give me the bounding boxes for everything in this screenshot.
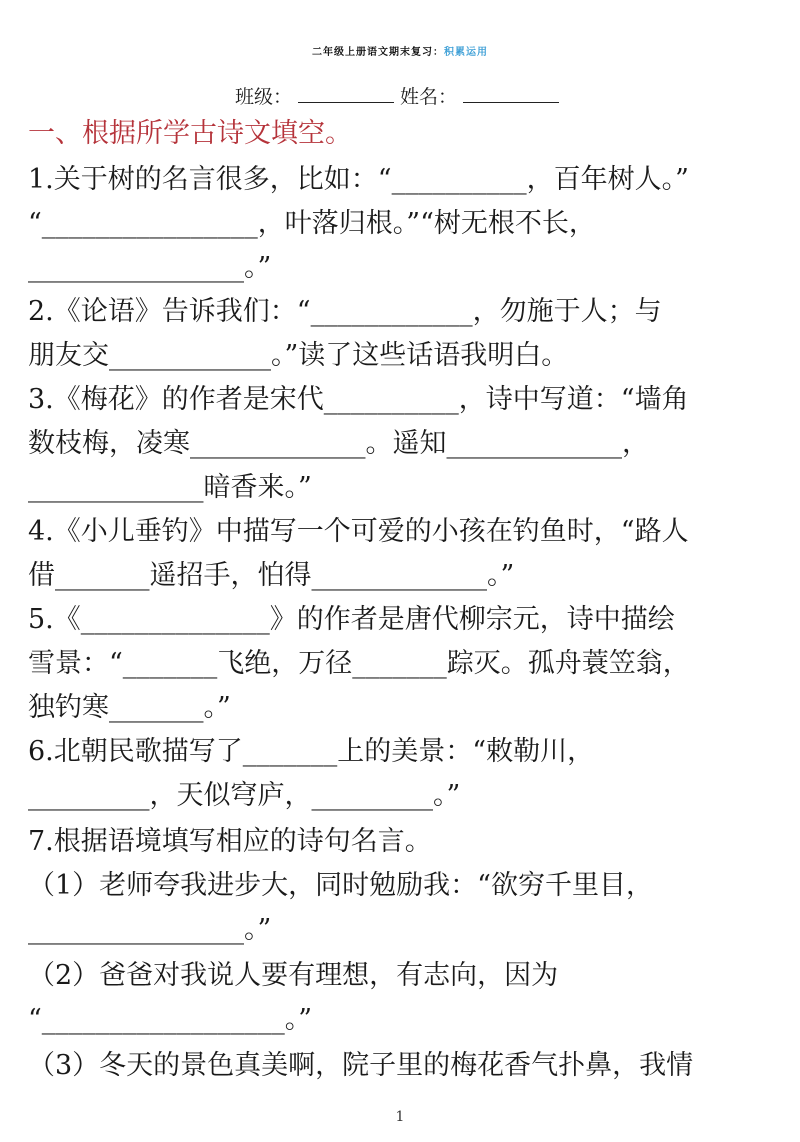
name-blank[interactable] [463,84,559,103]
text-line: 5.《______________》的作者是唐代柳宗元，诗中描绘 [28,604,675,635]
text-line: （1）老师夸我进步大，同时勉励我：“欲穷千里目， [28,870,653,901]
text-line: 3.《梅花》的作者是宋代__________，诗中写道：“墙角 [28,384,689,415]
text-line: 借_______遥招手，怕得_____________。” [28,560,515,591]
text-line: ________________。” [28,252,272,283]
text-line: 4.《小儿垂钓》中描写一个可爱的小孩在钓鱼时，“路人 [28,516,689,547]
text-line: 7.根据语境填写相应的诗句名言。 [28,826,432,857]
text-line: （3）冬天的景色真美啊，院子里的梅花香气扑鼻，我情 [28,1050,694,1081]
name-label: 姓名： [400,86,458,108]
text-line: “________________，叶落归根。”“树无根不长， [28,208,596,239]
text-line: 朋友交____________。”读了这些话语我明白。 [28,340,569,371]
class-label: 班级： [234,86,292,108]
text-line: 独钓寒_______。” [28,692,231,723]
text-line: _________，天似穹庐，_________。” [28,780,461,811]
text-line: 1.关于树的名言很多，比如：“__________，百年树人。” [28,164,689,195]
text-line: 2.《论语》告诉我们：“____________，勿施于人；与 [28,296,662,327]
text-line: 数枝梅，凌寒_____________。遥知_____________， [28,428,649,459]
class-blank[interactable] [298,84,394,103]
page-title [0,30,800,76]
text-line: 雪景：“_______飞绝，万径_______踪灭。孤舟蓑笠翁， [28,648,690,679]
page-number: 1 [395,1109,405,1125]
student-info-line [0,84,800,110]
text-line: _____________暗香来。” [28,472,312,503]
text-line: 6.北朝民歌描写了_______上的美景：“敕勒川， [28,736,595,767]
section-heading: 一、根据所学古诗文填空。 [28,118,352,149]
text-line: ________________。” [28,914,272,945]
text-line: “__________________。” [28,1004,313,1035]
title-accent: 积累运用 [444,47,488,58]
text-line: （2）爸爸对我说人要有理想，有志向，因为 [28,960,559,991]
title-main: 二年级上册语文期末复习： [312,47,444,58]
